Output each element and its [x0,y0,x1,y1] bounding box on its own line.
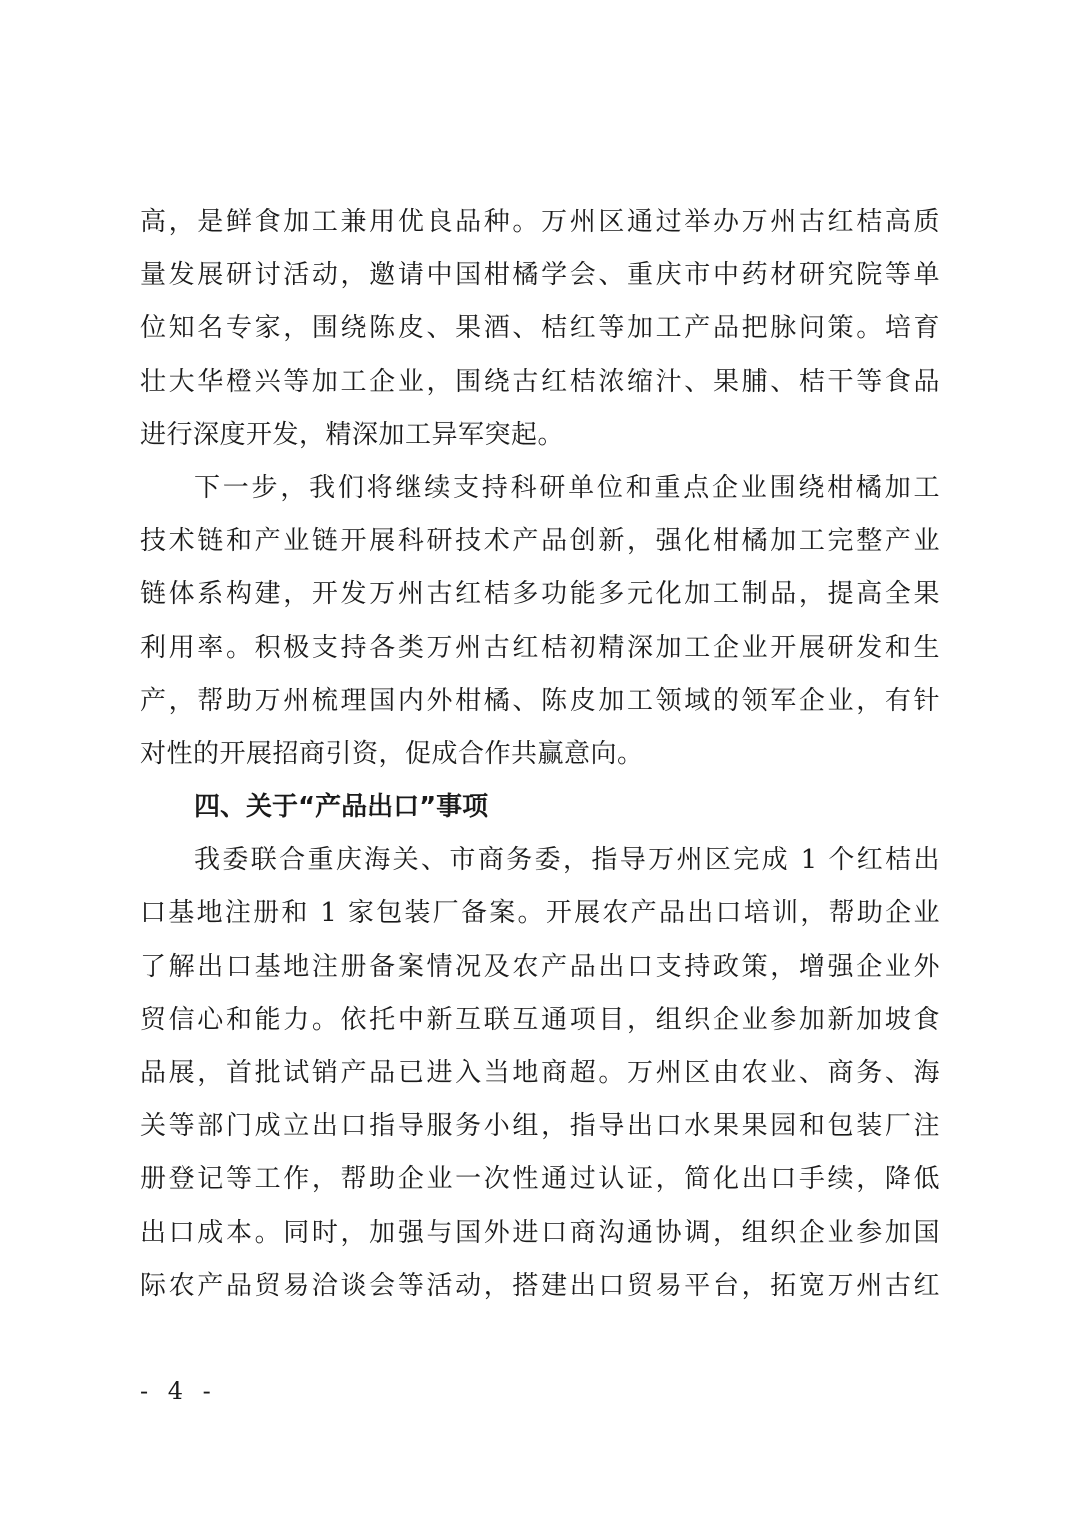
paragraph-line: 品展，首批试销产品已进入当地商超。万州区由农业、商务、海 [140,1058,940,1088]
paragraph-line: 进行深度开发，精深加工异军突起。 [140,419,565,450]
paragraph-line: 对性的开展招商引资，促成合作共赢意向。 [140,738,644,769]
paragraph-line: 贸信心和能力。依托中新互联互通项目，组织企业参加新加坡食 [140,1004,940,1035]
body-text [140,196,940,1313]
section-heading: 四、关于“产品出口”事项 [194,792,489,823]
paragraph-line: 册登记等工作，帮助企业一次性通过认证，简化出口手续，降低 [140,1164,940,1195]
paragraph-line: 了解出口基地注册备案情况及农产品出口支持政策，增强企业外 [140,951,940,982]
paragraph-line: 关等部门成立出口指导服务小组，指导出口水果果园和包装厂注 [140,1111,940,1142]
page-number: - 4 - [140,1377,217,1405]
paragraph-line: 我委联合重庆海关、市商务委，指导万州区完成 1 个红桔出 [194,845,940,876]
paragraph-line: 际农产品贸易洽谈会等活动，搭建出口贸易平台，拓宽万州古红 [140,1270,940,1301]
paragraph-line: 出口成本。同时，加强与国外进口商沟通协调，组织企业参加国 [140,1217,940,1248]
paragraph-line: 利用率。积极支持各类万州古红桔初精深加工企业开展研发和生 [140,632,940,663]
paragraph-line: 量发展研讨活动，邀请中国柑橘学会、重庆市中药材研究院等单 [140,260,940,291]
paragraph-line: 高，是鲜食加工兼用优良品种。万州区通过举办万州古红桔高质 [140,207,940,237]
paragraph-line: 口基地注册和 1 家包装厂备案。开展农产品出口培训，帮助企业 [140,898,940,929]
paragraph-line: 技术链和产业链开展科研技术产品创新，强化柑橘加工完整产业 [140,526,940,557]
paragraph-line: 位知名专家，围绕陈皮、果酒、桔红等加工产品把脉问策。培育 [140,313,940,344]
paragraph-line: 壮大华橙兴等加工企业，围绕古红桔浓缩汁、果脯、桔干等食品 [140,366,940,397]
paragraph-line: 产，帮助万州梳理国内外柑橘、陈皮加工领域的领军企业，有针 [140,685,940,716]
paragraph-line: 下一步，我们将继续支持科研单位和重点企业围绕柑橘加工 [194,472,940,503]
paragraph-line: 链体系构建，开发万州古红桔多功能多元化加工制品，提高全果 [140,579,940,610]
